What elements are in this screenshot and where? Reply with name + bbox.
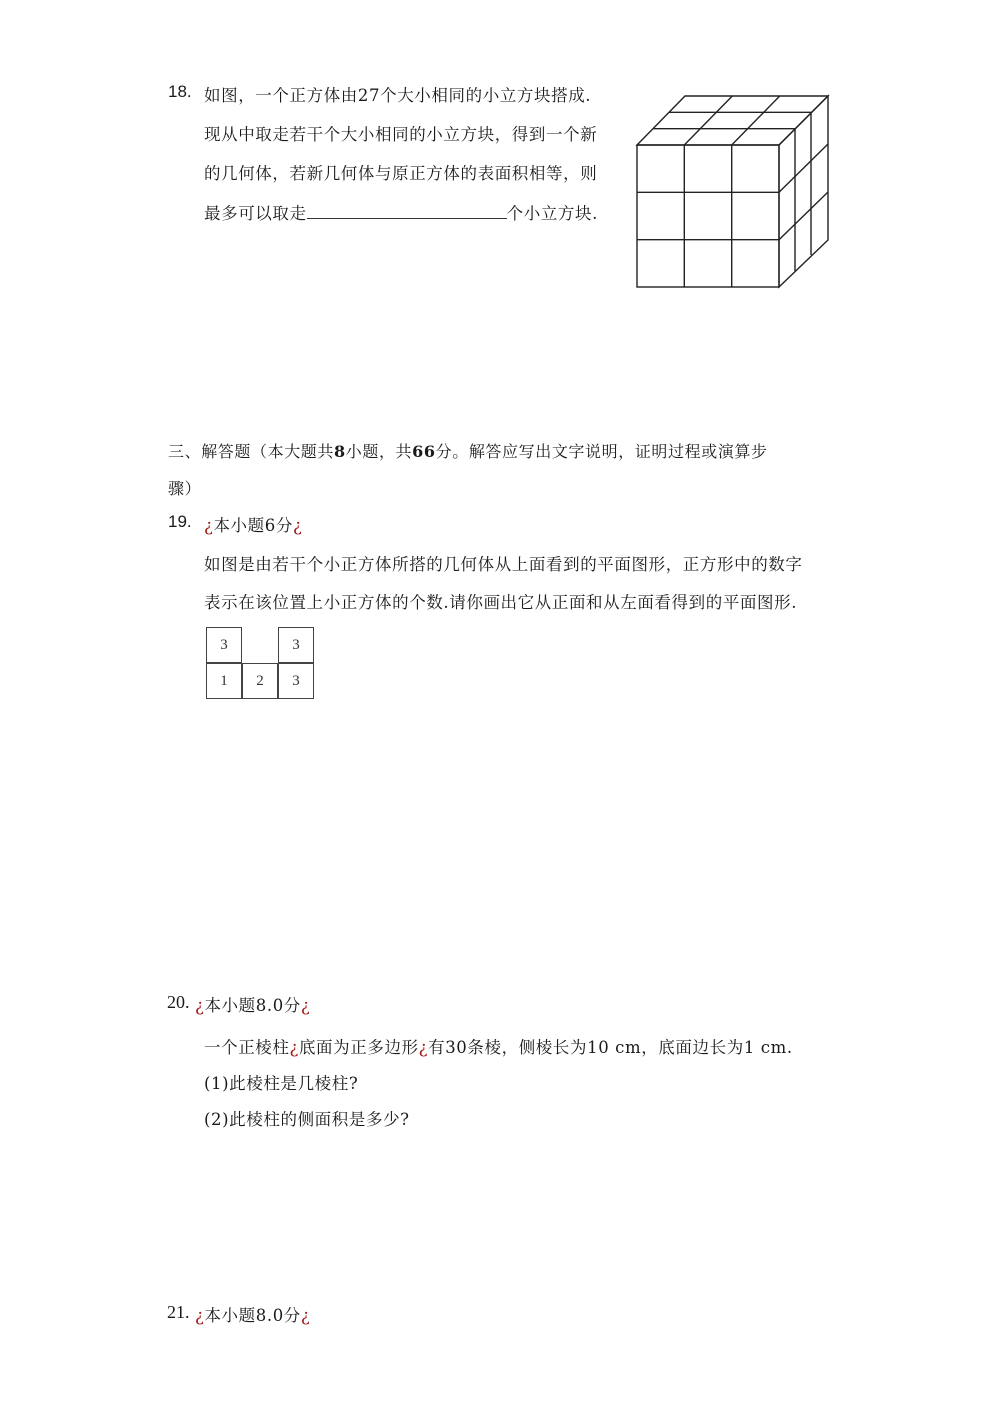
mark-glyph: ¿ xyxy=(289,1038,299,1057)
question-text-line: 的几何体，若新几何体与原正方体的表面积相等，则 xyxy=(204,164,598,183)
section-title-mid: 小题，共 xyxy=(345,442,413,461)
mark-glyph: ¿ xyxy=(418,1038,429,1057)
section-title-suffix: 分。解答应写出文字说明，证明过程或演算步 xyxy=(435,442,768,461)
question-header xyxy=(204,512,302,536)
mark-glyph: ¿ xyxy=(292,516,303,535)
body-text: 有30条棱，侧棱长为10 cm，底面边长为1 cm. xyxy=(428,1038,793,1057)
grid-cell: 3 xyxy=(206,627,242,663)
question-count: 8 xyxy=(334,442,346,461)
mark-glyph: ¿ xyxy=(300,1306,311,1325)
grid-cell: 3 xyxy=(278,627,314,663)
section-title-prefix: 三、解答题（本大题共 xyxy=(168,442,335,461)
question-text-line: 如图，一个正方体由27个大小相同的小立方块搭成. xyxy=(204,86,592,105)
grid-cell: 3 xyxy=(278,663,314,699)
answer-blank[interactable] xyxy=(307,204,507,219)
question-header xyxy=(195,1302,310,1326)
total-score: 66 xyxy=(412,442,436,461)
question-text-line: 现从中取走若干个大小相同的小立方块，得到一个新 xyxy=(204,125,598,144)
grid-cell: 2 xyxy=(242,663,278,699)
question-header xyxy=(195,992,310,1016)
text-after-blank: 个小立方块. xyxy=(506,204,598,223)
cube-figure xyxy=(630,88,840,298)
question-number: 20. xyxy=(167,992,190,1012)
score-label: 本小题6分 xyxy=(213,516,293,535)
sub-question-2: (2)此棱柱的侧面积是多少? xyxy=(204,1110,410,1129)
grid-cell: 1 xyxy=(206,663,242,699)
top-view-grid xyxy=(206,627,316,701)
text-before-blank: 最多可以取走 xyxy=(204,204,307,223)
question-text-line xyxy=(204,1034,793,1058)
score-label: 本小题8.0分 xyxy=(204,996,301,1015)
score-label: 本小题8.0分 xyxy=(204,1306,301,1325)
body-text: 底面为正多边形 xyxy=(298,1038,419,1057)
mark-glyph: ¿ xyxy=(195,996,205,1015)
section-title xyxy=(168,439,768,462)
question-number: 18. xyxy=(168,82,192,101)
question-text-line: 如图是由若干个小正方体所搭的几何体从上面看到的平面图形，正方形中的数字 xyxy=(204,555,803,574)
section-title-line2: 骤） xyxy=(168,479,202,498)
body-text: 一个正棱柱 xyxy=(204,1038,290,1057)
mark-glyph: ¿ xyxy=(204,516,214,535)
question-number: 21. xyxy=(167,1302,190,1322)
question-number: 19. xyxy=(168,512,192,531)
mark-glyph: ¿ xyxy=(195,1306,205,1325)
question-text-line xyxy=(204,200,598,224)
mark-glyph: ¿ xyxy=(300,996,311,1015)
sub-question-1: (1)此棱柱是几棱柱? xyxy=(204,1074,359,1093)
question-text-line: 表示在该位置上小正方体的个数.请你画出它从正面和从左面看得到的平面图形. xyxy=(204,593,798,612)
